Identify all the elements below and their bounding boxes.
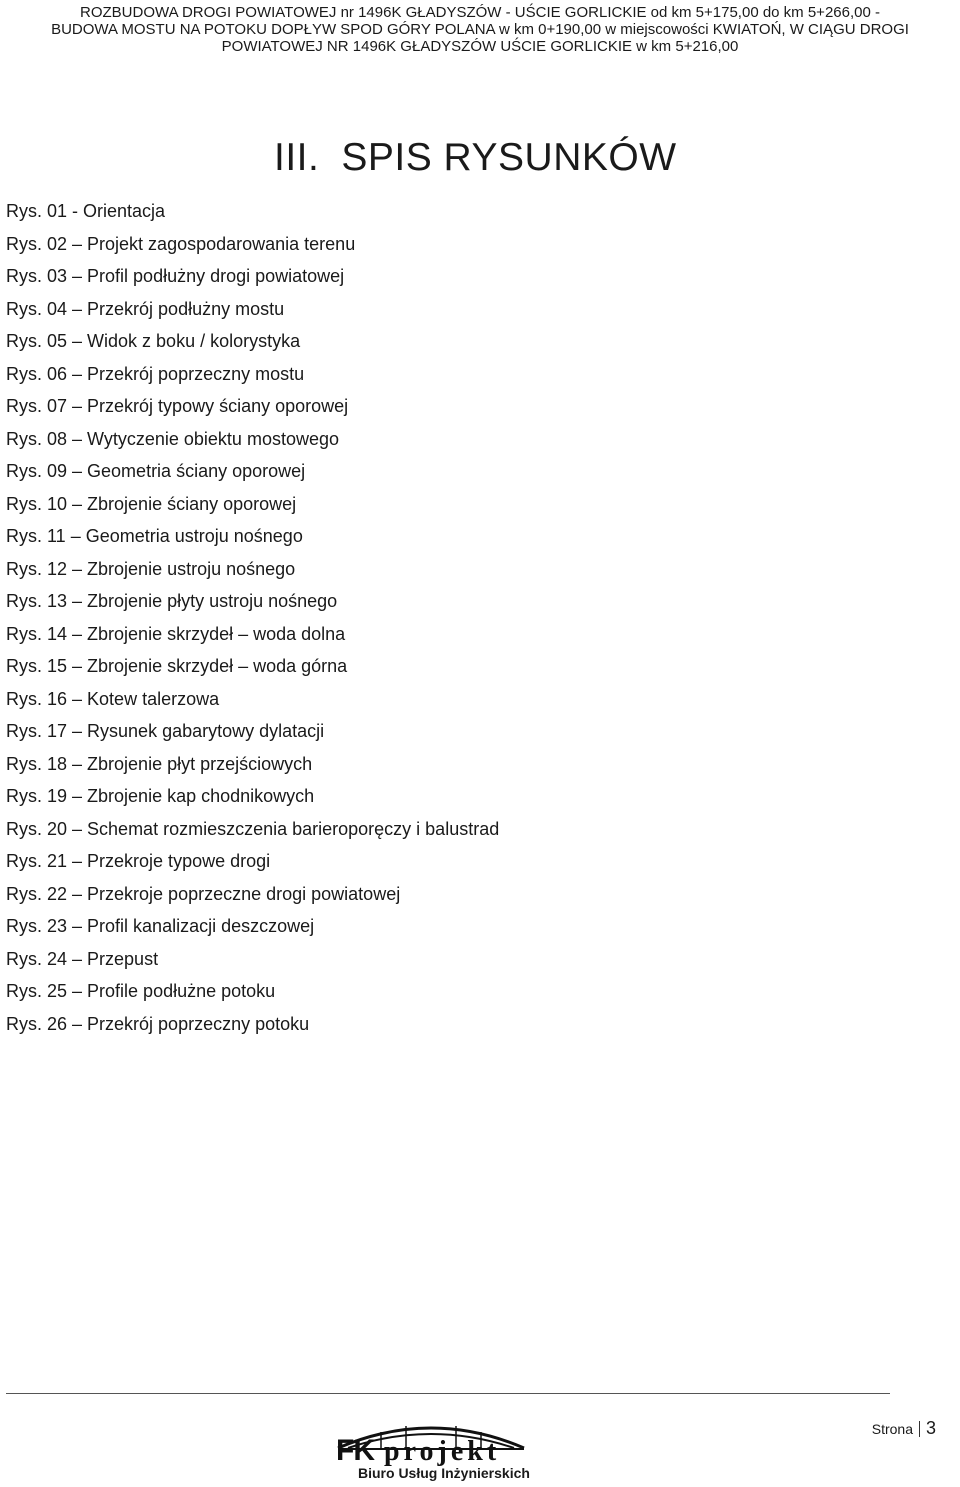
header-line-2: BUDOWA MOSTU NA POTOKU DOPŁYW SPOD GÓRY POLANA w km 0+190,00 w miejscowości KWIATOŃ, W CIĄGU DROGI: [51, 21, 909, 38]
header-line-1: ROZBUDOWA DROGI POWIATOWEJ nr 1496K GŁADYSZÓW - UŚCIE GORLICKIE od km 5+175,00 do km 5+266,00 -: [80, 4, 880, 21]
list-item: Rys. 06 – Przekrój poprzeczny mostu: [6, 363, 305, 384]
logo-subtitle: Biuro Usług Inżynierskich: [358, 1465, 530, 1481]
list-item: Rys. 12 – Zbrojenie ustroju nośnego: [6, 558, 296, 579]
list-item: Rys. 17 – Rysunek gabarytowy dylatacji: [6, 721, 325, 741]
page-number: 3: [925, 1418, 936, 1438]
list-item: Rys. 13 – Zbrojenie płyty ustroju nośnego: [6, 591, 338, 611]
fkprojekt-logo-icon: [336, 1416, 566, 1466]
footer-divider: [6, 1393, 890, 1394]
list-item: Rys. 09 – Geometria ściany oporowej: [6, 461, 306, 481]
list-item: Rys. 23 – Profil kanalizacji deszczowej: [6, 916, 315, 936]
company-logo: [336, 1416, 566, 1486]
list-item: Rys. 21 – Przekroje typowe drogi: [6, 851, 271, 871]
list-item: Rys. 14 – Zbrojenie skrzydeł – woda dolna: [6, 623, 346, 644]
list-item: Rys. 08 – Wytyczenie obiektu mostowego: [6, 428, 339, 449]
section-title: [274, 136, 677, 180]
list-item: Rys. 20 – Schemat rozmieszczenia barieroporęczy i balustrad: [6, 818, 500, 839]
section-title-text: SPIS RYSUNKÓW: [341, 136, 677, 179]
list-item: Rys. 07 – Przekrój typowy ściany oporowej: [6, 396, 349, 416]
page-number-block: [872, 1418, 936, 1439]
page-separator: [919, 1421, 920, 1437]
list-item: Rys. 03 – Profil podłużny drogi powiatowej: [6, 266, 345, 286]
list-item: Rys. 11 – Geometria ustroju nośnego: [6, 526, 303, 546]
list-item: Rys. 04 – Przekrój podłużny mostu: [6, 298, 285, 319]
list-item: Rys. 22 – Przekroje poprzeczne drogi powiatowej: [6, 883, 401, 904]
list-item: Rys. 18 – Zbrojenie płyt przejściowych: [6, 753, 313, 774]
header-line-3: POWIATOWEJ NR 1496K GŁADYSZÓW UŚCIE GORLICKIE w km 5+216,00: [221, 38, 739, 55]
list-item: Rys. 19 – Zbrojenie kap chodnikowych: [6, 786, 315, 806]
list-item: Rys. 24 – Przepust: [6, 948, 159, 969]
list-item: Rys. 25 – Profile podłużne potoku: [6, 981, 276, 1001]
list-item: Rys. 26 – Przekrój poprzeczny potoku: [6, 1013, 310, 1034]
list-item: Rys. 01 - Orientacja: [6, 201, 166, 221]
page-label: Strona: [871, 1421, 913, 1437]
list-item: Rys. 16 – Kotew talerzowa: [6, 688, 220, 709]
list-item: Rys. 05 – Widok z boku / kolorystyka: [6, 331, 301, 351]
svg-text:FK: FK: [336, 1434, 374, 1466]
drawings-list: [6, 197, 499, 1042]
document-header: [0, 4, 960, 55]
list-item: Rys. 15 – Zbrojenie skrzydeł – woda górna: [6, 656, 348, 676]
section-number: III.: [274, 136, 320, 179]
list-item: Rys. 02 – Projekt zagospodarowania terenu: [6, 233, 356, 254]
list-item: Rys. 10 – Zbrojenie ściany oporowej: [6, 493, 297, 514]
svg-text:projekt: projekt: [384, 1436, 501, 1466]
